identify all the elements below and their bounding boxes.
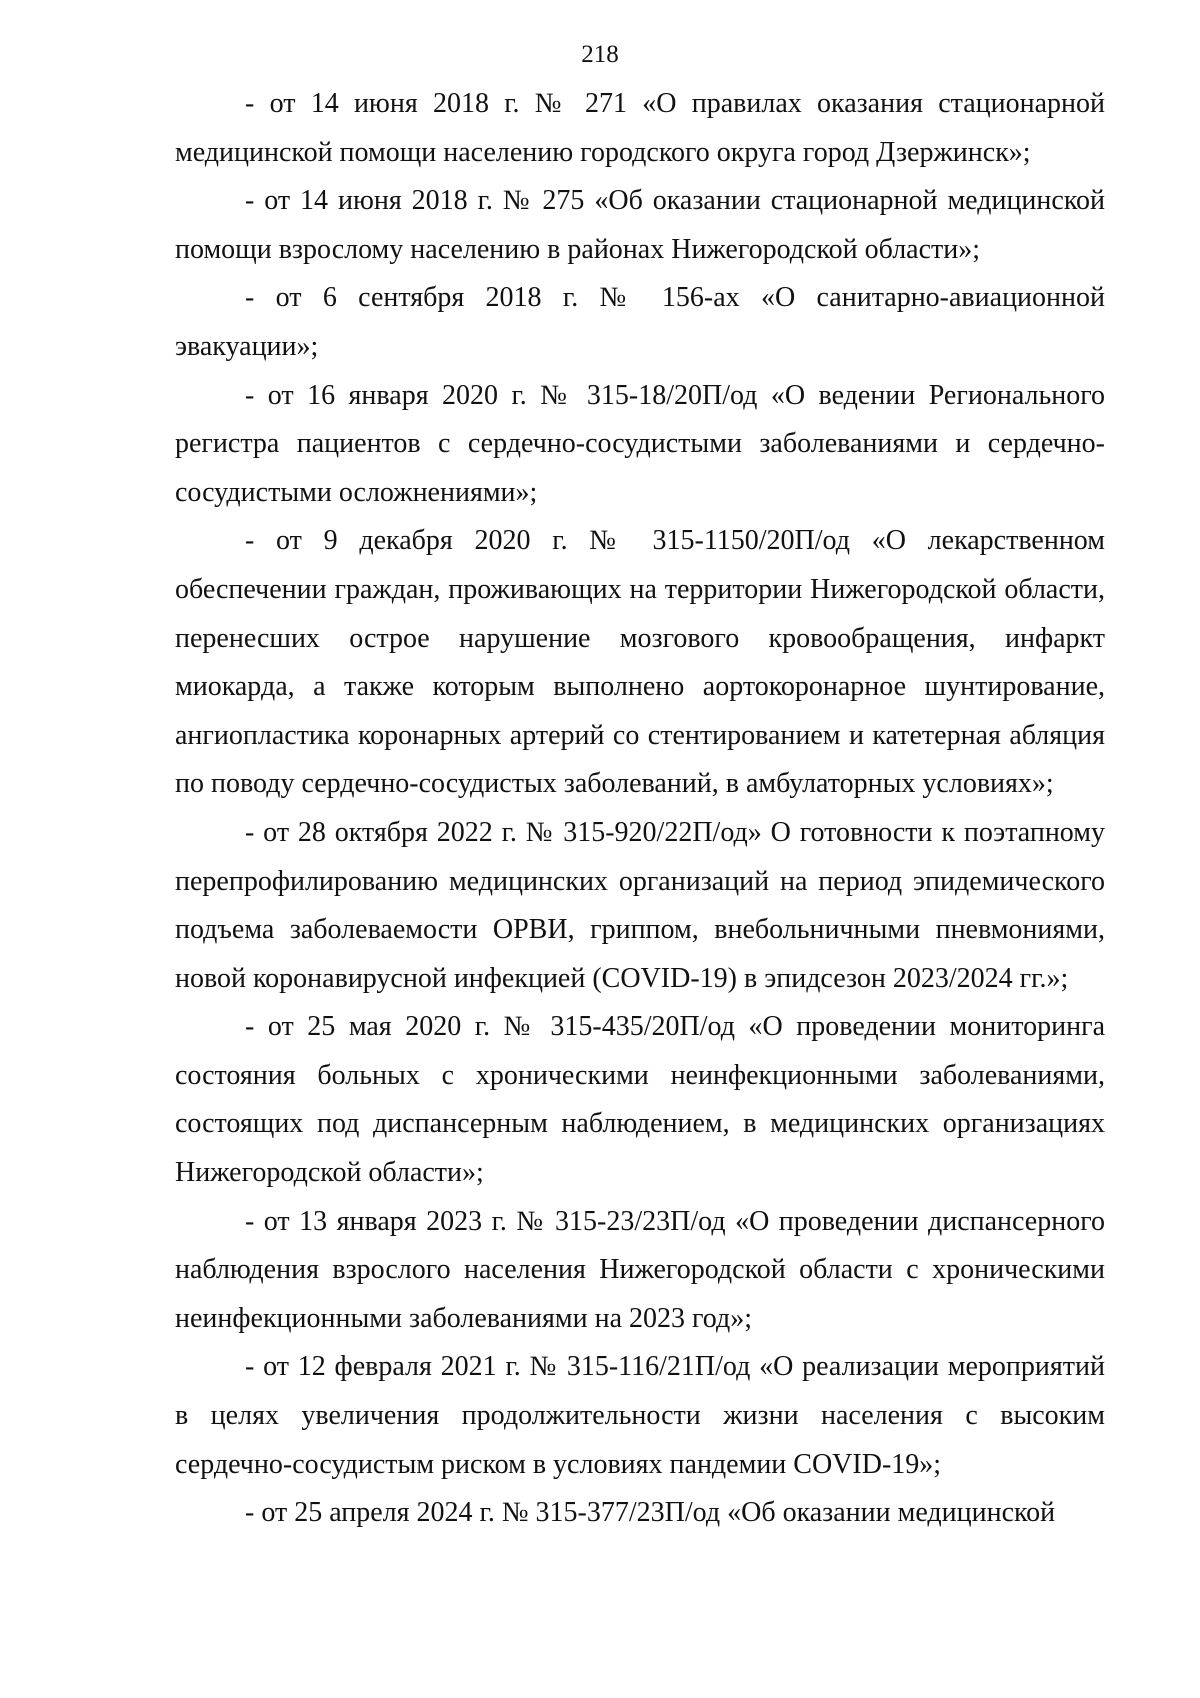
list-item: - от 12 февраля 2021 г. № 315-116/21П/од «О реализации мероприятий в целях увеличения продолжительности жизни населения с высоким сердечно-сосудистым риском в условиях пандемии COVID-19»;	[175, 1351, 1105, 1480]
list-item: - от 25 апреля 2024 г. № 315-377/23П/од «Об оказании медицинской	[245, 1497, 1056, 1529]
list-item: - от 25 мая 2020 г. № 315-435/20П/од «О проведении мониторинга состояния больных с хроническими неинфекционными заболеваниями, состоящих под диспансерным наблюдением, в медицинских организациях Нижегородской области»;	[175, 1011, 1105, 1189]
list-item: - от 14 июня 2018 г. № 271 «О правилах оказания стационарной медицинской помощи населению городского округа город Дзержинск»;	[175, 88, 1105, 168]
list-item: - от 9 декабря 2020 г. № 315-1150/20П/од «О лекарственном обеспечении граждан, проживающих на территории Нижегородской области, перенесших острое нарушение мозгового кровообращения, инфаркт миокарда, а также которым выполнено аортокоронарное шунтирование, ангиопластика коронарных артерий со стентированием и катетерная абляция по поводу сердечно-сосудистых заболеваний, в амбулаторных условиях»;	[175, 525, 1105, 800]
list-item: - от 28 октября 2022 г. № 315-920/22П/од» О готовности к поэтапному перепрофилированию медицинских организаций на период эпидемического подъема заболеваемости ОРВИ, гриппом, внебольничными пневмониями, новой коронавирусной инфекцией (COVID-19) в эпидсезон 2023/2024 гг.»;	[175, 816, 1105, 994]
list-item: - от 6 сентября 2018 г. № 156-ах «О санитарно-авиационной эвакуации»;	[175, 282, 1105, 362]
list-item: - от 13 января 2023 г. № 315-23/23П/од «О проведении диспансерного наблюдения взрослого населения Нижегородской области с хроническими неинфекционными заболеваниями на 2023 год»;	[175, 1205, 1105, 1334]
list-item: - от 16 января 2020 г. № 315-18/20П/од «О ведении Регионального регистра пациентов с сердечно-сосудистыми заболеваниями и сердечно-сосудистыми осложнениями»;	[175, 379, 1105, 508]
list-item: - от 14 июня 2018 г. № 275 «Об оказании стационарной медицинской помощи взрослому населению в районах Нижегородской области»;	[175, 185, 1105, 265]
page-number: 218	[581, 41, 619, 68]
document-body	[175, 80, 1105, 1538]
